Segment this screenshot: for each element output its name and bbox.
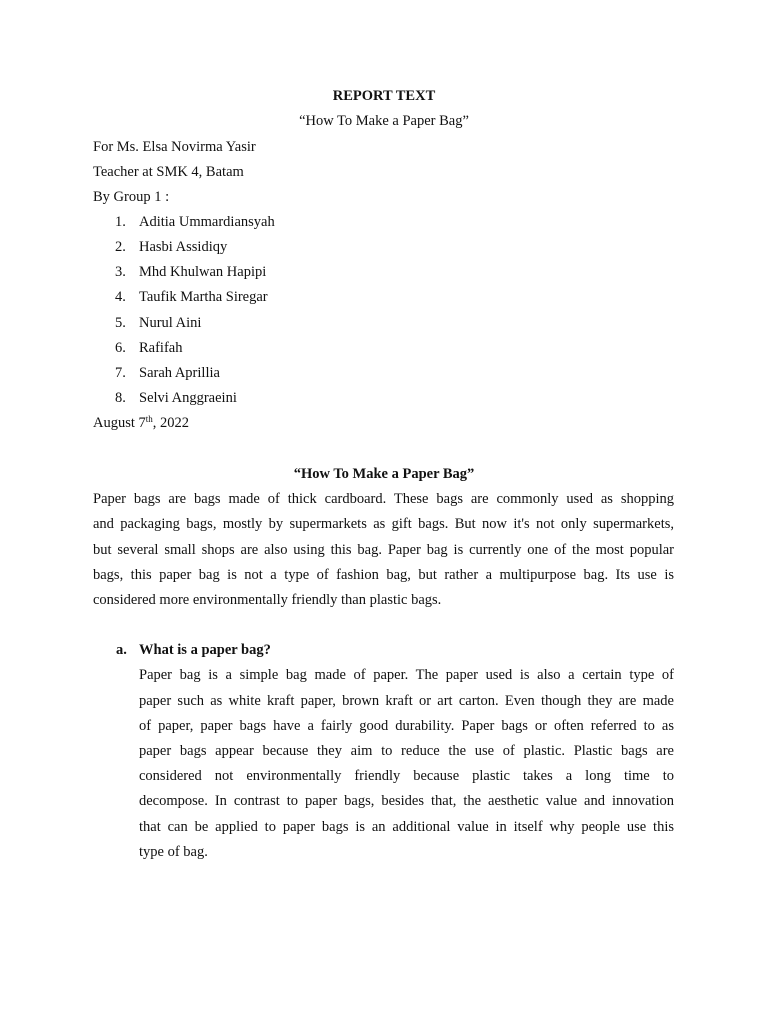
paragraph-line: paper bags appear because they aim to reduce the use of plastic. Plastic bags are <box>139 743 674 759</box>
date-prefix: August 7 <box>93 415 146 431</box>
member-name: Aditia Ummardiansyah <box>139 214 275 230</box>
paragraph-line: bags, this paper bag is not a type of fashion bag, but rather a multipurpose bag. Its use is <box>93 567 674 583</box>
paragraph-line: and packaging bags, mostly by supermarkets as gift bags. But now it's not only supermarkets, <box>93 516 674 532</box>
list-number: 1. <box>115 214 126 230</box>
date-suffix: , 2022 <box>152 415 190 431</box>
member-name: Selvi Anggraeini <box>139 390 237 406</box>
paragraph-line: paper such as white kraft paper, brown kraft or art carton. Even though they are made <box>139 693 674 709</box>
member-name: Taufik Martha Siregar <box>139 289 268 305</box>
list-number: 3. <box>115 264 126 280</box>
member-name: Nurul Aini <box>139 315 202 331</box>
date-ordinal: th <box>145 414 153 424</box>
paragraph-line: but several small shops are also using this bag. Paper bag is currently one of the most popular <box>93 542 674 558</box>
teacher-line: Teacher at SMK 4, Batam <box>93 164 244 180</box>
paragraph-line: type of bag. <box>139 844 208 860</box>
report-title: REPORT TEXT <box>332 88 436 104</box>
list-number: 6. <box>115 340 126 356</box>
section-title: “How To Make a Paper Bag” <box>293 466 475 482</box>
list-number: 4. <box>115 289 126 305</box>
subsection-label: a. <box>116 642 127 658</box>
member-name: Rafifah <box>139 340 183 356</box>
member-name: Hasbi Assidiqy <box>139 239 228 255</box>
paragraph-line: Paper bag is a simple bag made of paper. The paper used is also a certain type of <box>139 667 674 683</box>
report-date <box>93 414 189 432</box>
list-number: 5. <box>115 315 126 331</box>
report-subtitle: “How To Make a Paper Bag” <box>299 113 469 129</box>
subsection-title: What is a paper bag? <box>139 642 271 658</box>
list-number: 8. <box>115 390 126 406</box>
recipient-line: For Ms. Elsa Novirma Yasir <box>93 139 256 155</box>
member-name: Mhd Khulwan Hapipi <box>139 264 267 280</box>
group-line: By Group 1 : <box>93 189 170 205</box>
paragraph-line: considered more environmentally friendly than plastic bags. <box>93 592 442 608</box>
paragraph-line: Paper bags are bags made of thick cardboard. These bags are commonly used as shopping <box>93 491 674 507</box>
paragraph-line: decompose. In contrast to paper bags, besides that, the aesthetic value and innovation <box>139 793 674 809</box>
list-number: 7. <box>115 365 126 381</box>
paragraph-line: that can be applied to paper bags is an additional value in itself why people use this <box>139 819 674 835</box>
paragraph-line: considered not environmentally friendly because plastic takes a long time to <box>139 768 674 784</box>
list-number: 2. <box>115 239 126 255</box>
paragraph-line: of paper, paper bags have a fairly good durability. Paper bags or often referred to as <box>139 718 674 734</box>
member-name: Sarah Aprillia <box>139 365 220 381</box>
